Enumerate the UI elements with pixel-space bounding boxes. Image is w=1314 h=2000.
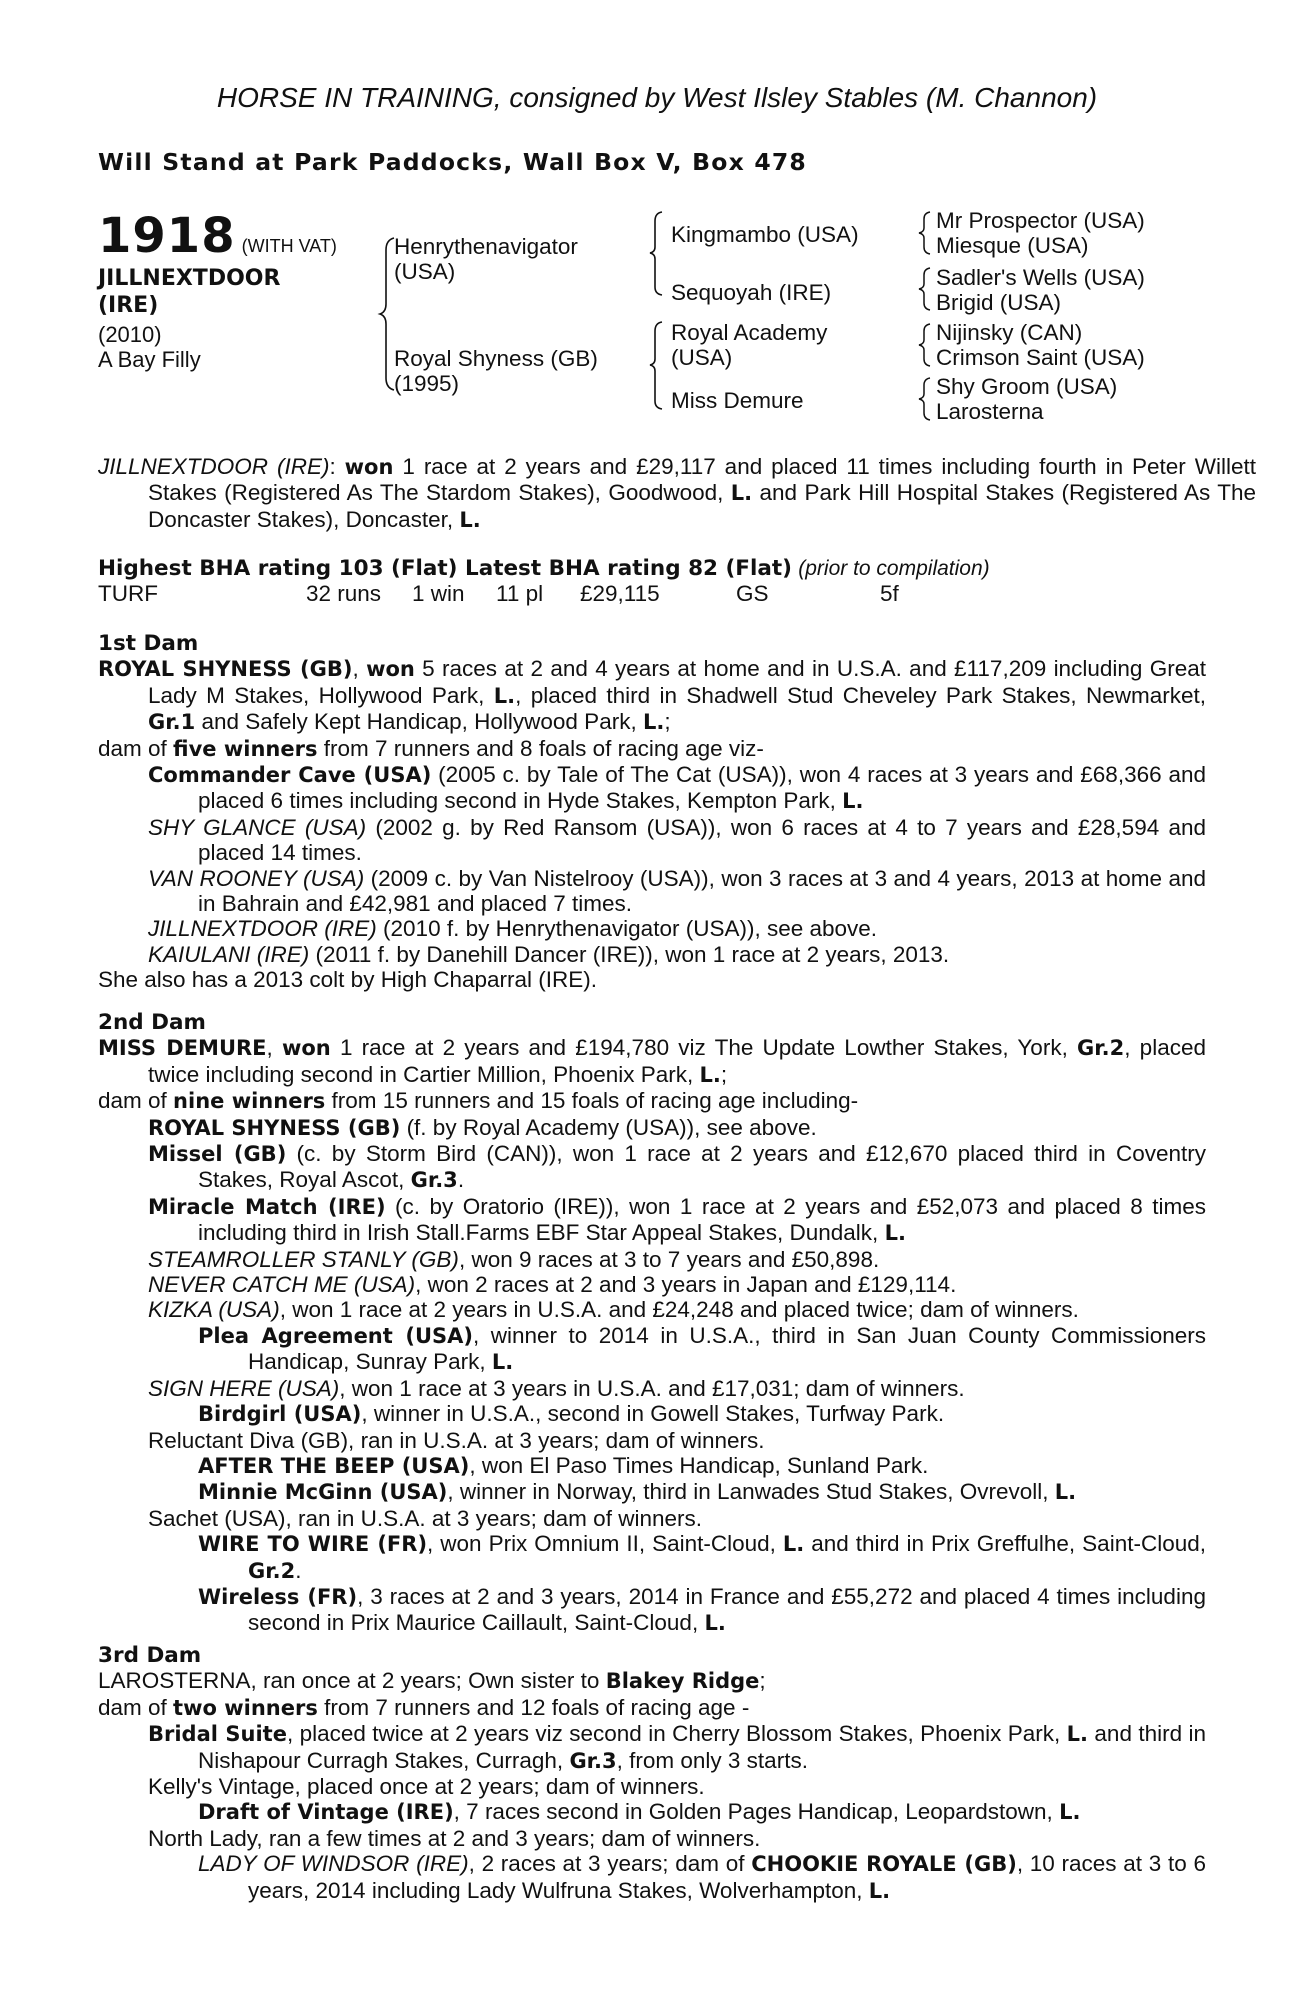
rating-heading: Highest BHA rating 103 (Flat) Latest BHA rating 82 (Flat) (prior to compilation) [98, 556, 990, 581]
horse-name-line2: (IRE) [98, 293, 159, 318]
third-dam-heading: 3rd Dam [98, 1643, 202, 1668]
grand-produce-item: Plea Agreement (USA), winner to 2014 in U.S.A., third in San Juan County Commissioners Handicap, Sunray Park, L. [198, 1322, 1206, 1375]
produce-item: ROYAL SHYNESS (GB) (f. by Royal Academy (USA)), see above. [148, 1114, 817, 1140]
lot-number-block [98, 208, 337, 264]
dam-line-brace-icon [640, 320, 666, 410]
brace-3-icon [910, 322, 934, 368]
grand-produce-item: Wireless (FR), 3 races at 2 and 3 years, 2014 in France and £55,272 and placed 4 times including second in Prix Maurice Caillault, Saint-Cloud, L. [198, 1583, 1206, 1636]
brace-1-icon [910, 210, 934, 256]
produce-item: Sachet (USA), ran in U.S.A. at 3 years; dam of winners. [148, 1505, 702, 1531]
produce-item: Reluctant Diva (GB), ran in U.S.A. at 3 years; dam of winners. [148, 1427, 765, 1453]
pedigree-sire: Henrythenavigator (USA) [394, 234, 578, 284]
third-dam-section [98, 1643, 1206, 1904]
first-dam-note: She also has a 2013 colt by High Chaparral (IRE). [98, 967, 598, 993]
horse-name-line1: JILLNEXTDOOR [98, 266, 281, 291]
pedigree-sire-dam: Sequoyah (IRE) [671, 280, 832, 305]
grand-produce-item: Minnie McGinn (USA), winner in Norway, third in Lanwades Stud Stakes, Ovrevoll, L. [198, 1479, 1077, 1505]
produce-item: Commander Cave (USA) (2005 c. by Tale of The Cat (USA)), won 4 races at 3 years and £68,366 and placed 6 times including second in Hyde Stakes, Kempton Park, L. [148, 762, 1206, 814]
foaling-year: (2010) [98, 322, 162, 347]
first-dam-section [98, 631, 1206, 993]
first-dam-produce-summary: dam of five winners from 7 runners and 8 foals of racing age viz- [98, 735, 764, 761]
produce-item: Missel (GB) (c. by Storm Bird (CAN)), won 1 race at 2 years and £12,670 placed third in Coventry Stakes, Royal Ascot, Gr.3. [148, 1141, 1206, 1193]
second-dam-heading: 2nd Dam [98, 1010, 206, 1035]
turf-record: TURF 32 runs 1 win 11 pl £29,115 GS 5f [98, 581, 899, 606]
sire-line-brace-icon [640, 210, 666, 296]
third-dam-produce-summary: dam of two winners from 7 runners and 12 foals of racing age - [98, 1694, 750, 1720]
pedigree-dam-sire: Royal Academy (USA) [671, 320, 828, 370]
produce-item: SIGN HERE (USA), won 1 race at 3 years in U.S.A. and £17,031; dam of winners. [148, 1375, 965, 1401]
first-dam-record: ROYAL SHYNESS (GB), won 5 races at 2 and 4 years at home and in U.S.A. and £117,209 including Great Lady M Stakes, Hollywood Park, L., placed third in Shadwell Stud Cheveley Park Stakes, Newmarket, Gr.1 and Safely Kept Handicap, Hollywood Park, L.; [98, 656, 1207, 735]
second-dam-section [98, 1010, 1206, 1637]
grand-produce-item: AFTER THE BEEP (USA), won El Paso Times Handicap, Sunland Park. [198, 1452, 929, 1478]
race-summary: JILLNEXTDOOR (IRE): won 1 race at 2 years and £29,117 and placed 11 times including fourth in Peter Willett Stakes (Registered As The Stardom Stakes), Goodwood, L. and Park Hill Hospital Stakes (Registered As The Doncaster Stakes), Doncaster, L. [98, 454, 1256, 532]
pedigree-dam-dam: Miss Demure [671, 388, 804, 413]
grand-produce-item: LADY OF WINDSOR (IRE), 2 races at 3 years; dam of CHOOKIE ROYALE (GB), 10 races at 3 to 6 years, 2014 including Lady Wulfruna Stakes, Wolverhampton, L. [198, 1851, 1206, 1903]
grand-produce-item: Draft of Vintage (IRE), 7 races second in Golden Pages Handicap, Leopardstown, L. [198, 1799, 1081, 1825]
pedigree-g3-3: Nijinsky (CAN) Crimson Saint (USA) [936, 320, 1145, 370]
sire-dam-brace-icon [360, 236, 396, 392]
produce-item: Bridal Suite, placed twice at 2 years viz second in Cherry Blossom Stakes, Phoenix Park, L. and third in Nishapour Curragh Stakes, Curragh, Gr.3, from only 3 starts. [148, 1721, 1207, 1773]
pedigree-g3-1: Mr Prospector (USA) Miesque (USA) [936, 208, 1145, 258]
produce-item: JILLNEXTDOOR (IRE) (2010 f. by Henrythenavigator (USA)), see above. [148, 916, 878, 942]
vat-note: (WITH VAT) [241, 236, 337, 256]
pedigree-g3-2: Sadler's Wells (USA) Brigid (USA) [936, 265, 1145, 315]
pedigree-g3-4: Shy Groom (USA) Larosterna [936, 374, 1118, 424]
produce-item: VAN ROONEY (USA) (2009 c. by Van Nistelrooy (USA)), won 3 races at 3 and 4 years, 2013 at home and in Bahrain and £42,981 and placed 7 times. [148, 865, 1206, 917]
horse-name [98, 265, 280, 319]
grand-produce-item: Birdgirl (USA), winner in U.S.A., second in Gowell Stakes, Turfway Park. [198, 1401, 945, 1427]
consignor-heading: HORSE IN TRAINING, consigned by West Ilsley Stables (M. Channon) [216, 82, 1098, 113]
lot-number: 1918 [98, 208, 236, 264]
produce-item: North Lady, ran a few times at 2 and 3 years; dam of winners. [148, 1825, 761, 1851]
produce-item: KIZKA (USA), won 1 race at 2 years in U.S.A. and £24,248 and placed twice; dam of winners. [148, 1297, 1079, 1323]
grand-produce-item: WIRE TO WIRE (FR), won Prix Omnium II, Saint-Cloud, L. and third in Prix Greffulhe, Saint-Cloud, Gr.2. [198, 1531, 1206, 1583]
horse-description: A Bay Filly [98, 347, 201, 372]
produce-item: SHY GLANCE (USA) (2002 g. by Red Ransom (USA)), won 6 races at 4 to 7 years and £28,594 and placed 14 times. [148, 814, 1206, 866]
pedigree-dam: Royal Shyness (GB) (1995) [394, 346, 598, 396]
horse-info [98, 322, 201, 372]
first-dam-heading: 1st Dam [98, 631, 199, 656]
pedigree-sire-sire: Kingmambo (USA) [671, 222, 859, 247]
brace-4-icon [910, 376, 934, 422]
produce-item: NEVER CATCH ME (USA), won 2 races at 2 and 3 years in Japan and £129,114. [148, 1272, 957, 1298]
produce-item: KAIULANI (IRE) (2011 f. by Danehill Dancer (IRE)), won 1 race at 2 years, 2013. [148, 941, 950, 967]
stand-location: Will Stand at Park Paddocks, Wall Box V, Box 478 [98, 148, 807, 176]
produce-item: Miracle Match (IRE) (c. by Oratorio (IRE)), won 1 race at 2 years and £52,073 and placed 8 times including third in Irish Stall.Farms EBF Star Appeal Stakes, Dundalk, L. [148, 1193, 1206, 1246]
produce-item: STEAMROLLER STANLY (GB), won 9 races at 3 to 7 years and £50,898. [148, 1246, 880, 1272]
second-dam-produce-summary: dam of nine winners from 15 runners and 15 foals of racing age including- [98, 1088, 859, 1114]
produce-item: Kelly's Vintage, placed once at 2 years; dam of winners. [148, 1774, 705, 1800]
third-dam-record: LAROSTERNA, ran once at 2 years; Own sister to Blakey Ridge; [98, 1668, 766, 1694]
brace-2-icon [910, 266, 934, 312]
second-dam-record: MISS DEMURE, won 1 race at 2 years and £194,780 viz The Update Lowther Stakes, York, Gr.2, placed twice including second in Cartier Million, Phoenix Park, L.; [98, 1035, 1206, 1087]
